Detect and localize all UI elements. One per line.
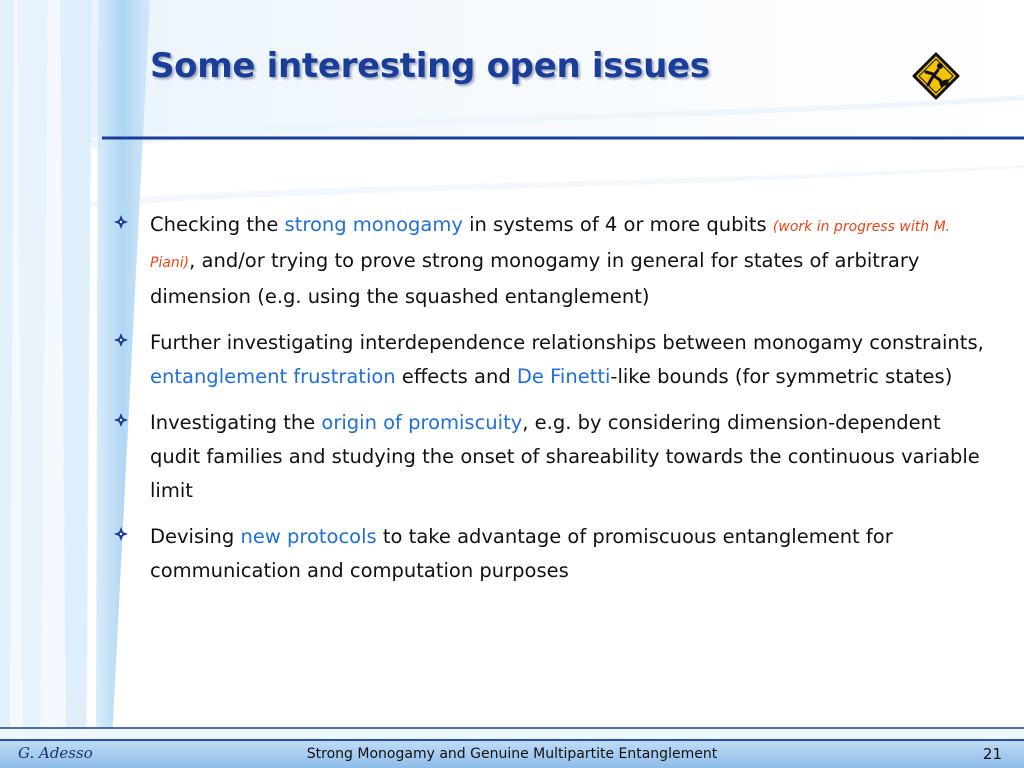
footer (0, 740, 1024, 768)
slide-title: Some interesting open issues (150, 46, 710, 86)
bullet-text: , e.g. by considering dimension-dependent qudit families and studying the onset of shareability towards the continuous variable limit (150, 411, 980, 502)
footer-title: Strong Monogamy and Genuine Multipartite Entanglement (306, 746, 718, 762)
highlighted-term: origin of promiscuity (321, 411, 523, 434)
bullet-text: Devising (150, 525, 241, 548)
bullet-text: Investigating the (150, 411, 322, 434)
bullet-item (114, 520, 994, 588)
highlighted-term: new protocols (240, 525, 377, 548)
bullet-text: , and/or trying to prove strong monogamy in general for states of arbitrary dimension (e.g. using the squashed entanglement) (150, 249, 920, 308)
bullet-text: -like bounds (for symmetric states) (610, 365, 953, 388)
diamond-bullet-icon (114, 527, 128, 541)
page-number: 21 (982, 745, 1002, 763)
bullet-text: to take advantage of promiscuous entanglement for communication and computation purposes (150, 525, 893, 582)
italic-note: (work in progress with M. Piani) (150, 219, 951, 271)
diamond-bullet-icon (114, 215, 128, 229)
bullet-text: Checking the (150, 213, 285, 236)
bullet-item (114, 208, 994, 314)
diamond-bullet-icon (114, 333, 128, 347)
diamond-bullet-icon (114, 413, 128, 427)
footer-author: G. Adesso (18, 744, 93, 762)
bullet-item (114, 326, 994, 394)
bullet-text: in systems of 4 or more qubits (462, 213, 773, 236)
bullet-list (114, 208, 994, 600)
bullet-text: effects and (395, 365, 517, 388)
highlighted-term: strong monogamy (284, 213, 463, 236)
bullet-text: Further investigating interdependence relationships between monogamy constraints, (150, 331, 984, 354)
construction-warning-sign-icon (912, 52, 960, 100)
bullet-item (114, 406, 994, 508)
highlighted-term: De Finetti (516, 365, 611, 388)
highlighted-term: entanglement frustration (150, 365, 396, 388)
